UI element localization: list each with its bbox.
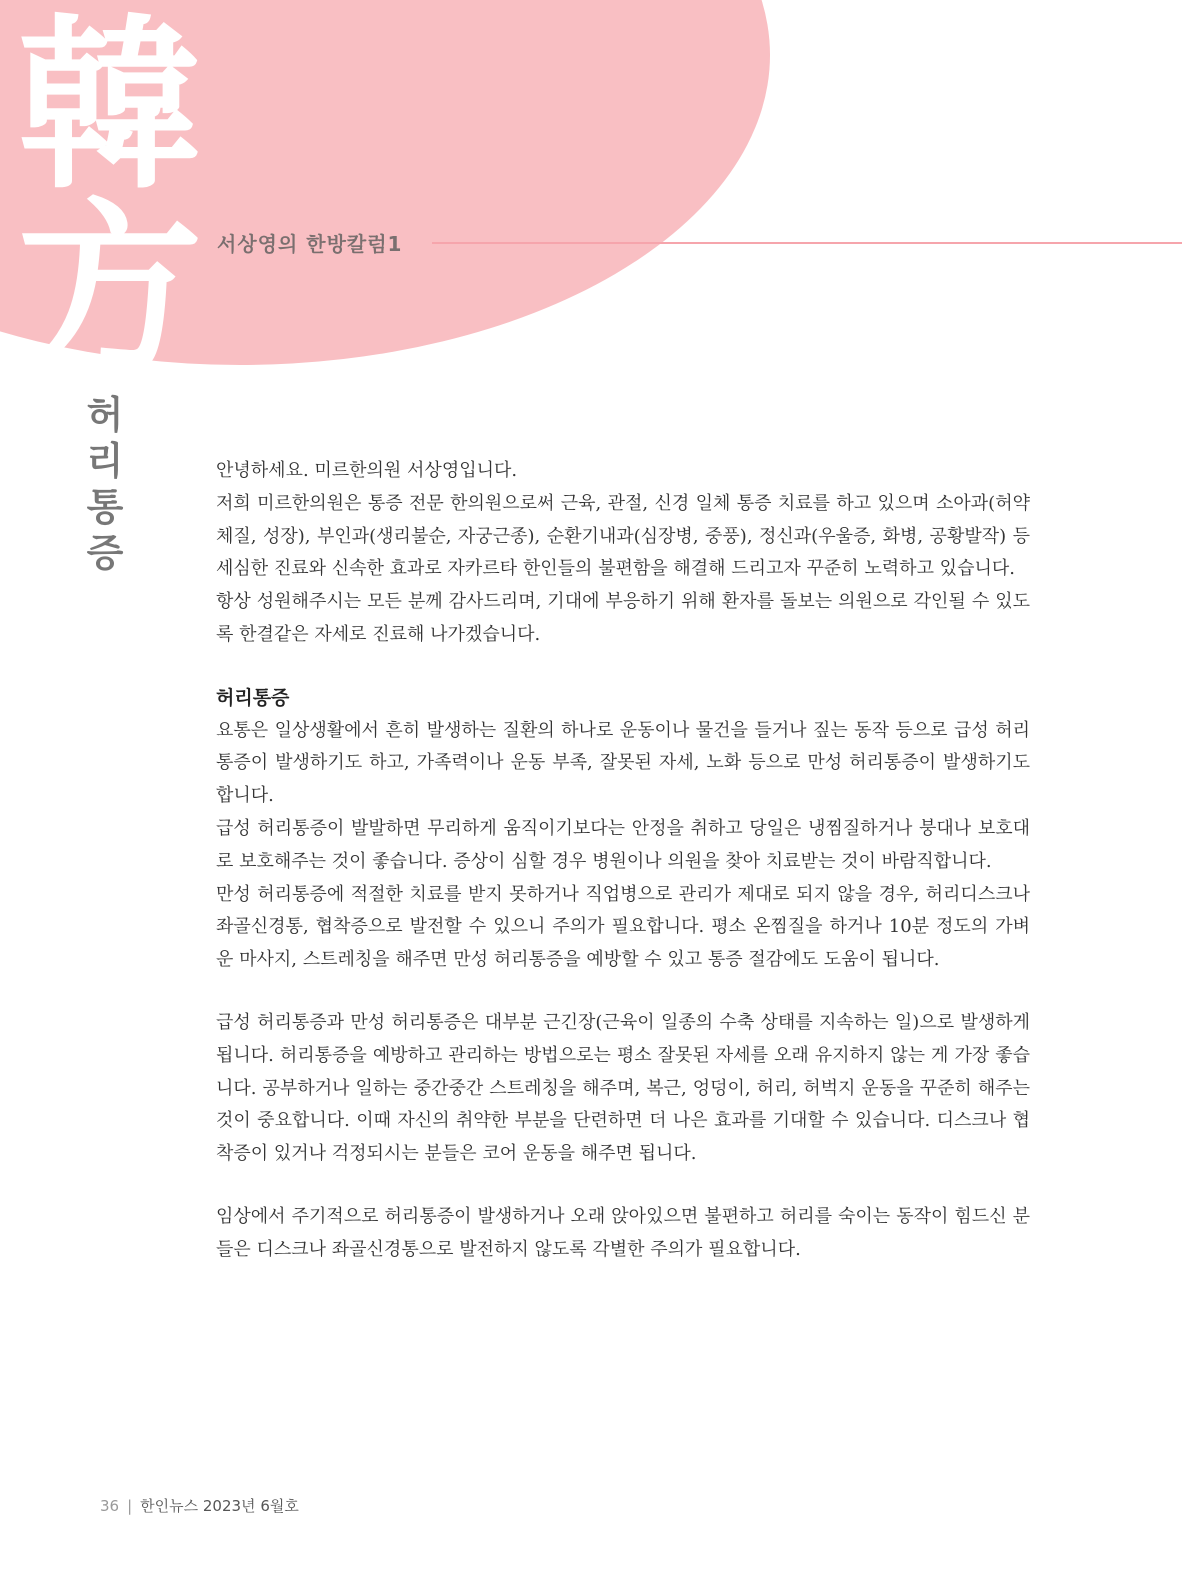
- intro-paragraph: 항상 성원해주시는 모든 분께 감사드리며, 기대에 부응하기 위해 환자를 돌보는 의원으로 각인될 수 있도록 한결같은 자세로 진료해 나가겠습니다.: [216, 591, 1030, 645]
- vertical-title: [80, 392, 130, 576]
- section-paragraph: 만성 허리통증에 적절한 치료를 받지 못하거나 직업병으로 관리가 제대로 되지 않을 경우, 허리디스크나 좌골신경통, 협착증으로 발전할 수 있으니 주의가 필요합니다. 평소 온찜질을 하거나 10분 정도의 가벼운 마사지, 스트레칭을 해주면 만성 허리통증을 예방할 수 있고 통증 절감에도 도움이 됩니다.: [216, 883, 1030, 971]
- intro-greeting: 안녕하세요. 미르한의원 서상영입니다.: [216, 460, 518, 481]
- title-rule: [432, 242, 1182, 244]
- vertical-title-char: 허: [86, 393, 124, 437]
- page-footer: [100, 1495, 299, 1516]
- vertical-title-char: 리: [86, 439, 124, 483]
- paragraph-gap: [216, 652, 1030, 682]
- paragraph-gap: [216, 977, 1030, 1007]
- intro-paragraph: 저희 미르한의원은 통증 전문 한의원으로써 근육, 관절, 신경 일체 통증 치료를 하고 있으며 소아과(허약체질, 성장), 부인과(생리불순, 자궁근종), 순환기내과(심장병, 중풍), 정신과(우울증, 화병, 공황발작) 등 세심한 진료와 신속한 효과로 자카르타 한인들의 불편함을 해결해 드리고자 꾸준히 노력하고 있습니다.: [216, 492, 1030, 580]
- paragraph-gap: [216, 1171, 1030, 1201]
- vertical-title-char: 증: [86, 531, 124, 575]
- article-body: [216, 455, 1030, 1267]
- closing-paragraph: 임상에서 주기적으로 허리통증이 발생하거나 오래 앉아있으면 불편하고 허리를 숙이는 동작이 힘드신 분들은 디스크나 좌골신경통으로 발전하지 않도록 각별한 주의가 필요합니다.: [216, 1205, 1030, 1260]
- footer-separator: |: [127, 1497, 133, 1515]
- vertical-title-char: 통: [86, 485, 124, 529]
- section-heading: 허리통증: [216, 686, 290, 709]
- hanja-bang-character: 方: [17, 182, 203, 398]
- hanja-han-character: 韓: [17, 0, 203, 214]
- column-name: 서상영의 한방칼럼1: [217, 232, 403, 256]
- section-paragraph: 요통은 일상생활에서 흔히 발생하는 질환의 하나로 운동이나 물건을 들거나 짚는 동작 등으로 급성 허리통증이 발생하기도 하고, 가족력이나 운동 부족, 잘못된 자세, 노화 등으로 만성 허리통증이 발생하기도 합니다.: [216, 719, 1030, 807]
- prevention-paragraph: 급성 허리통증과 만성 허리통증은 대부분 근긴장(근육이 일종의 수축 상태를 지속하는 일)으로 발생하게 됩니다. 허리통증을 예방하고 관리하는 방법으로는 평소 잘못된 자세를 오래 유지하지 않는 게 가장 좋습니다. 공부하거나 일하는 중간중간 스트레칭을 해주며, 복근, 엉덩이, 허리, 허벅지 운동을 꾸준히 해주는 것이 중요합니다. 이때 자신의 취약한 부분을 단련하면 더 나은 효과를 기대할 수 있습니다. 디스크나 협착증이 있거나 걱정되시는 분들은 코어 운동을 해주면 됩니다.: [216, 1011, 1030, 1165]
- section-paragraph: 급성 허리통증이 발발하면 무리하게 움직이기보다는 안정을 취하고 당일은 냉찜질하거나 붕대나 보호대로 보호해주는 것이 좋습니다. 증상이 심할 경우 병원이나 의원을 찾아 치료받는 것이 바람직합니다.: [216, 817, 1030, 872]
- page-number: 36: [100, 1497, 120, 1515]
- publication-name: 한인뉴스 2023년 6월호: [140, 1497, 299, 1515]
